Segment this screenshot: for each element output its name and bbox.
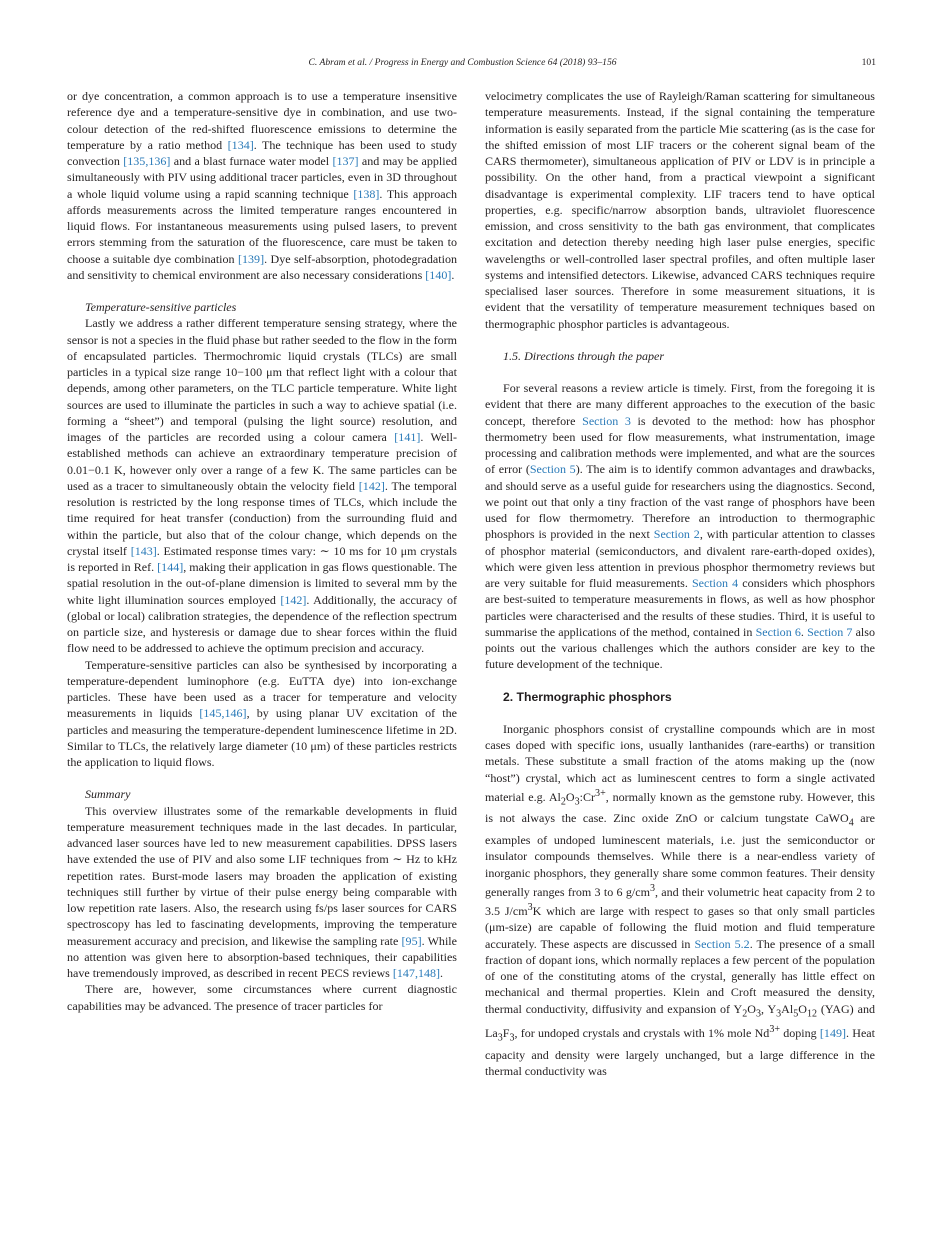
left-column [67,88,457,1014]
subheading-summary: Summary [85,787,131,802]
citation-link[interactable]: [142] [280,592,307,607]
citation-link[interactable]: [147,148] [392,966,441,980]
section-link[interactable]: Section 3 [582,413,631,428]
citation-link[interactable]: [135,136] [123,154,171,168]
section-link[interactable]: Section 4 [691,576,739,590]
section-link[interactable]: Section 5 [529,462,576,477]
citation-link[interactable]: [143] [130,543,157,558]
paragraph-directions: For several reasons a review article is timely. First, from the foregoing it is evident that there are many different approaches to the execution of the basic concept, therefore Section 3 is devoted to the method: how has phosphor thermometry been used for flow measurements, what instrumentation, image processing and calibration methods were implemented, and what are the sources of error (Section 5). The aim is to identify common advantages and drawbacks, and should serve as a useful guide for researchers using the diagnostics. Second, we point out that only a tiny fraction of the vast range of phosphors have been used for flow thermometry. Therefore an introduction to thermographic phosphors is provided in the next Section 2, with particular attention to classes of phosphor material (semiconductors, and divalent rare-earth-doped oxides), which were given less attention in previous phosphor thermometry reviews but are very suitable for fluid measurements. Section 4 considers which phosphors are best-suited to temperature measurements in flows, as well as how phosphor particles were characterised and the results of these studies. Third, it is useful to summarise the applications of the method, contained in Section 6. Section 7 also points out the various challenges which the authors consider are key to the future development of the technique. [485,381,876,672]
citation-link[interactable]: [137] [332,154,359,168]
citation-link[interactable]: [149] [819,1026,847,1041]
paragraph-tlc: Lastly we address a rather different temperature sensing strategy, where the sensor is not a species in the fluid phase but rather seeded to the flow in the form of encapsulated particles. Thermochromic liquid crystals (TLCs) are small particles in a typical size range 10−100 μm that reflect light with a colour that depends, among other parameters, on the TLC particle temperature. White light sources are used to illuminate the particles in such a way to achieve spatial (i.e. forming a “sheet”) and temporal (pulsing the light source) resolution, and images of the particles are recorded using a colour camera [141]. Well-established methods can achieve an extraordinary temperature precision of 0.01−0.1 K, however only over a range of a few K. The same particles can be used as a tracer to simultaneously obtain the velocity field [142]. The temporal resolution is restricted by the long response times of TLCs, which include the time required for heat transfer (conduction) from the surrounding fluid and within the particle, but also that of the colour change, which depends on the crystal itself [143]. Estimated response times vary: ∼ 10 ms for 10 μm crystals is reported in Ref. [144], making their application in gas flows questionable. The spatial resolution in the out-of-plane dimension is limited to several mm by the white light illumination sources employed [142]. Additionally, the accuracy of (global or local) calibration strategies, the dependence of the reflection spectrum on particle size, and hysteresis or damage due to shear forces within the fluid flow need to be addressed to achieve the optimum precision and accuracy. [67,316,458,656]
citation-link[interactable]: [138] [353,186,380,201]
citation-link[interactable]: [144] [157,560,184,574]
citation-link[interactable]: [141] [394,430,421,444]
section-heading-2: 2. Thermographic phosphors [503,689,672,704]
section-link[interactable]: Section 6 [755,624,801,639]
paragraph-luminophore-particles: Temperature-sensitive particles can also be synthesised by incorporating a temperature-dependent luminophore (e.g. EuTTA dye) into ion-exchange particles. These have been used as a tracer for temperature and velocity measurements in liquids [145,146], by using planar UV excitation of the particles and measuring the temperature-dependent luminescence lifetime in 2D. Similar to TLCs, the relatively large diameter (10 μm) of these particles restricts the application to liquid flows. [67,657,457,769]
paragraph-velocimetry: velocimetry complicates the use of Rayleigh/Raman scattering for simultaneous temperature measurements. Instead, if the signal containing the temperature information is easily separated from the particle Mie scattering (as is the case for the shifted emission of most LIF tracers or the coherent signal beam of the CARS thermometer), simultaneous application of PIV or LDV is in principle a possibility. On the other hand, from a practical viewpoint a significant disadvantage is experimental complexity. LIF tracers tend to have optical properties, e.g. specific/narrow absorption bands, ultraviolet fluorescence emission, and cross sensitivity to the bath gas environment, that complicates excitation and detection thereby needing high laser pulse energies, specific wavelengths or well-controlled laser spectral profiles, and often multiple laser systems and intensified detectors. Likewise, advanced CARS techniques require specialised laser sources. Therefore in some measurement situations, it is evident that the versatility of temperature measurement techniques based on thermographic phosphor particles is advantageous. [485,89,875,331]
citation-link[interactable]: [140] [425,267,452,282]
citation-link[interactable]: [134] [227,137,254,152]
subheading-temperature-sensitive-particles: Temperature-sensitive particles [85,300,237,314]
page-number: 101 [861,57,876,68]
paragraph-inorganic-phosphors: Inorganic phosphors consist of crystalline compounds which are in most cases doped with specific ions, usually lanthanides (rare-earths) or transition metals. These substitute a small fraction of the atoms making up the (now “host”) crystal, which act as luminescent centres to form a single activated material e.g. $Al_2O_3:Cr^{3+}$, normally known as the gemstone ruby. However, this is not always the case. Zinc oxide ZnO or calcium tungstate CaWO$_4$ are examples of undoped luminescent materials, i.e. just the semiconductor or insulator compounds themselves. While there is a near-endless variety of inorganic phosphors, they generally share some common features. Their density generally ranges from 3 to 6 $g/cm^3$, and their volumetric heat capacity from 2 to 3.5 $J/cm^3K$ which are large with respect to gases so that only small particles (μm-size) are capable of following the fluid motion and fluid temperature accurately. These aspects are discussed in Section 5.2. The presence of a small fraction of dopant ions, which normally replaces a few percent of the population of one of the constituting atoms of the crystal, generally has little effect on mechanical and thermal properties. Klein and Croft measured the density, thermal conductivity, diffusivity and expansion of $Y_2O_3$, $Y_3Al_5O_{12}$ (YAG) and $La_3F_3$, for undoped crystals and crystals with 1% mole $Nd^{3+}$ doping [149]. Heat capacity and density were largely unchanged, but a large difference in the thermal conductivity was [485,721,876,1079]
journal-citation: C. Abram et al. / Progress in Energy and Combustion Science 64 (2018) 93–156 [308,57,617,68]
running-header [0,57,925,73]
right-column [485,88,875,1079]
section-link[interactable]: Section 2 [653,527,700,542]
paragraph-summary: This overview illustrates some of the remarkable developments in fluid temperature measurement techniques made in the last decades. In particular, advanced laser sources have led to new measurement capabilities. DPSS lasers have extended the use of PIV and also some LIF techniques from ∼ Hz to kHz repetition rates. Burst-mode lasers may broaden the application of existing techniques still further by virtue of their pulse energy being comparable with low repetition rate lasers. Also, the research using fs/ps laser sources for CARS spectroscopy has led to fascinating developments, improving the temperature measurement accuracy and precision, and likewise the sampling rate [95]. While no attention was given here to absorption-based techniques, their capabilities have tremendously improved, as described in recent PECS reviews [147,148]. [67,803,458,980]
paragraph-dye-concentration: or dye concentration, a common approach is to use a temperature insensitive reference dye and a temperature-sensitive dye in combination, and use two-colour detection of the red-shifted fluorescence emissions to determine the temperature by a ratio method [134]. The technique has been used to study convection [135,136] and a blast furnace water model [137] and may be applied simultaneously with PIV using additional tracer particles, even in 3D throughout a whole liquid volume using a rapid scanning technique [138]. This approach affords measurements across the limited temperature ranges encountered in liquid flows. For instantaneous measurements using pulsed lasers, to prevent errors stemming from the saturation of the fluorescence, care must be taken to choose a suitable dye combination [139]. Dye self-absorption, photodegradation and sensitivity to chemical environment are also necessary considerations [140]. [67,89,457,282]
section-link[interactable]: Section 5.2 [694,936,750,951]
paragraph-circumstances: There are, however, some circumstances where current diagnostic capabilities may be advanced. The presence of tracer particles for [67,982,457,1013]
section-link[interactable]: Section 7 [807,624,853,639]
section-heading-1-5: 1.5. Directions through the paper [503,348,665,363]
citation-link[interactable]: [142] [358,478,385,493]
citation-link[interactable]: [95] [401,933,422,948]
citation-link[interactable]: [145,146] [199,706,247,721]
citation-link[interactable]: [139] [237,251,265,266]
